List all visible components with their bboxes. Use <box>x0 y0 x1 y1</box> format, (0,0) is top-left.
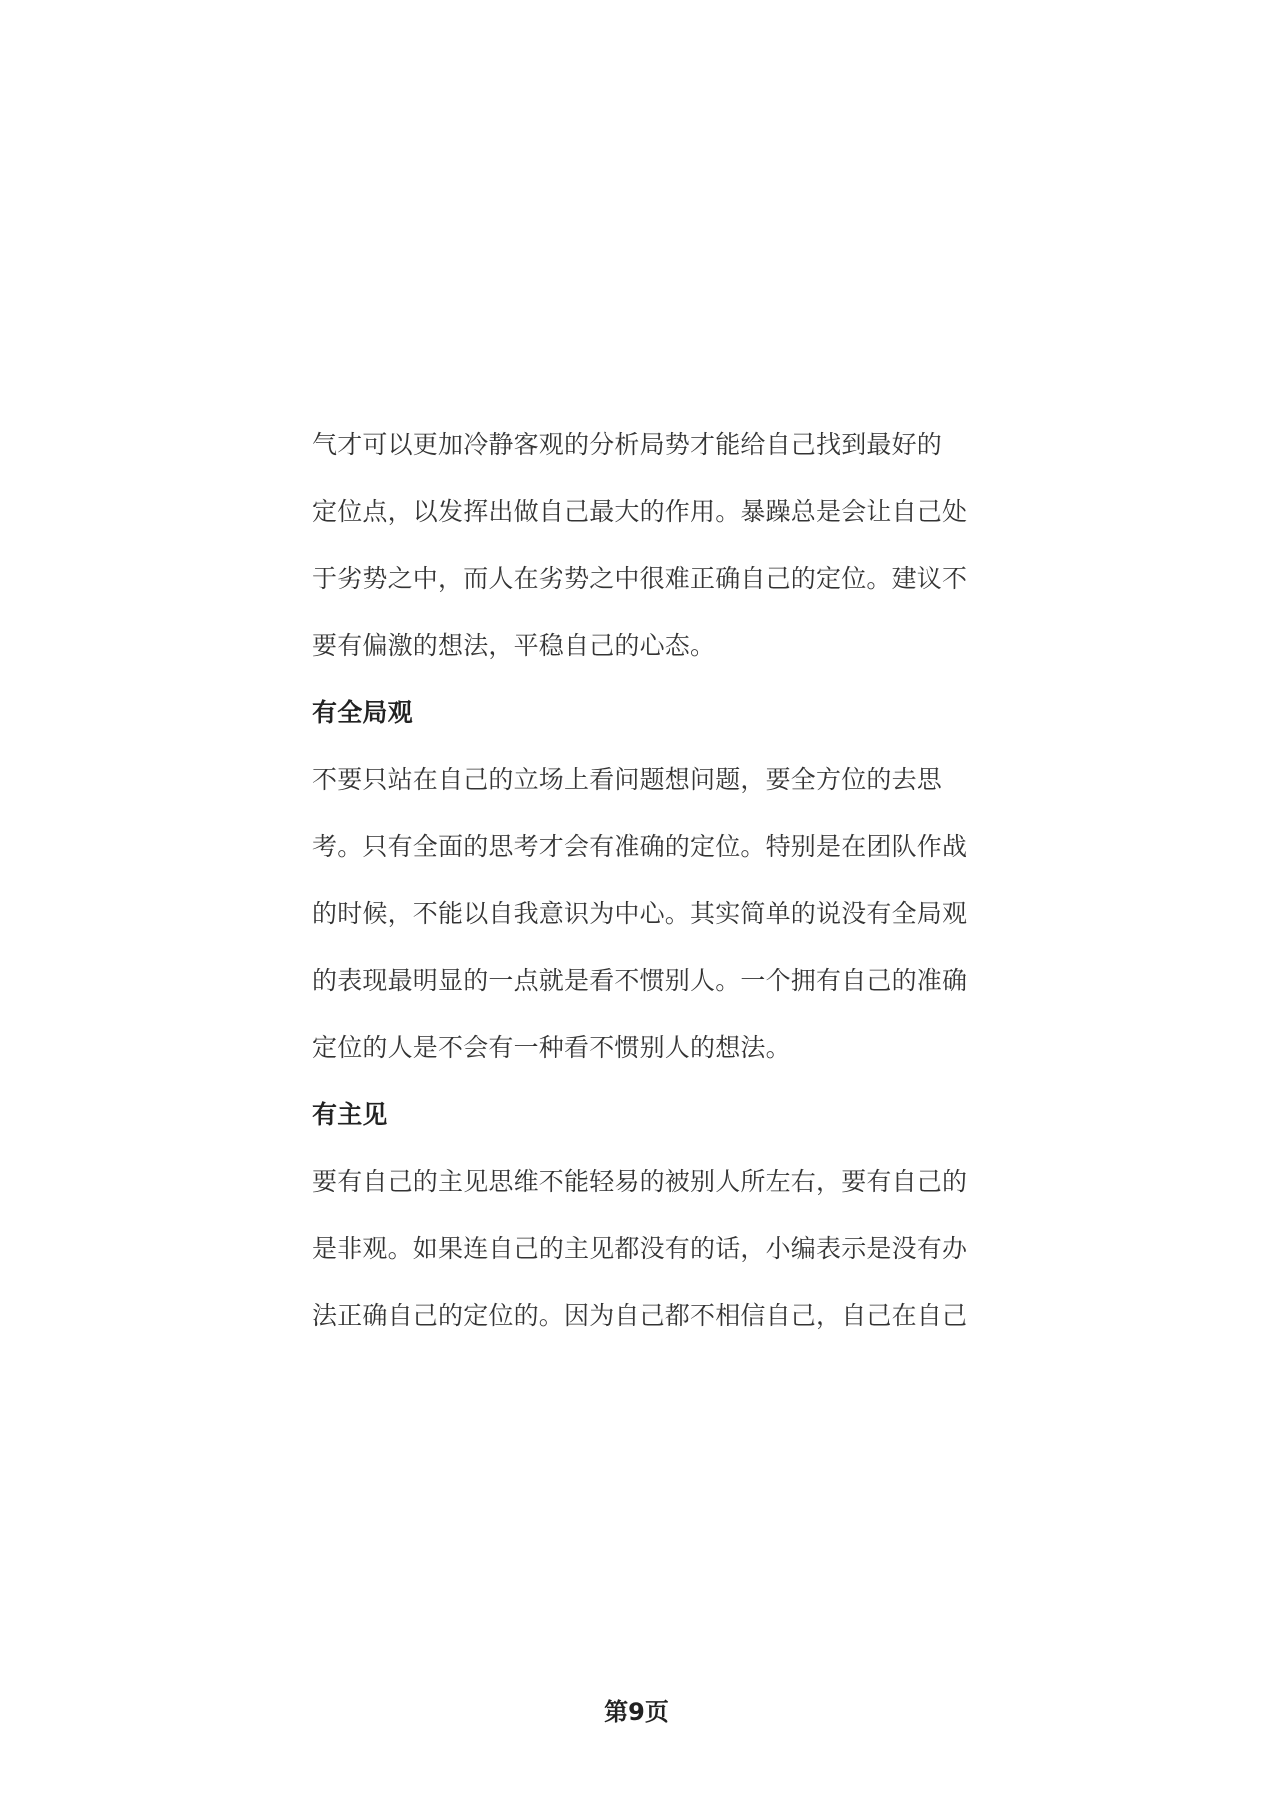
page-number: 第9页 <box>604 1698 669 1726</box>
paragraph-line: 是非观。如果连自己的主见都没有的话，小编表示是没有办 <box>312 1234 968 1263</box>
paragraph-line: 的表现最明显的一点就是看不惯别人。一个拥有自己的准确 <box>312 966 968 995</box>
paragraph-line: 于劣势之中，而人在劣势之中很难正确自己的定位。建议不 <box>312 564 968 593</box>
section-heading-global-view: 有全局观 <box>312 698 413 727</box>
document-body <box>312 428 972 1366</box>
paragraph-line: 气才可以更加冷静客观的分析局势才能给自己找到最好的 <box>312 430 943 459</box>
paragraph-line: 要有偏激的想法，平稳自己的心态。 <box>312 631 716 660</box>
paragraph-line: 定位点，以发挥出做自己最大的作用。暴躁总是会让自己处 <box>312 497 968 526</box>
paragraph-line: 的时候，不能以自我意识为中心。其实简单的说没有全局观 <box>312 899 968 928</box>
section-heading-own-opinion: 有主见 <box>312 1100 388 1129</box>
paragraph-line: 定位的人是不会有一种看不惯别人的想法。 <box>312 1033 791 1062</box>
paragraph-line: 要有自己的主见思维不能轻易的被别人所左右，要有自己的 <box>312 1167 968 1196</box>
paragraph-line: 不要只站在自己的立场上看问题想问题，要全方位的去思 <box>312 765 943 794</box>
paragraph-line: 法正确自己的定位的。因为自己都不相信自己，自己在自己 <box>312 1301 968 1330</box>
paragraph-line: 考。只有全面的思考才会有准确的定位。特别是在团队作战 <box>312 832 968 861</box>
